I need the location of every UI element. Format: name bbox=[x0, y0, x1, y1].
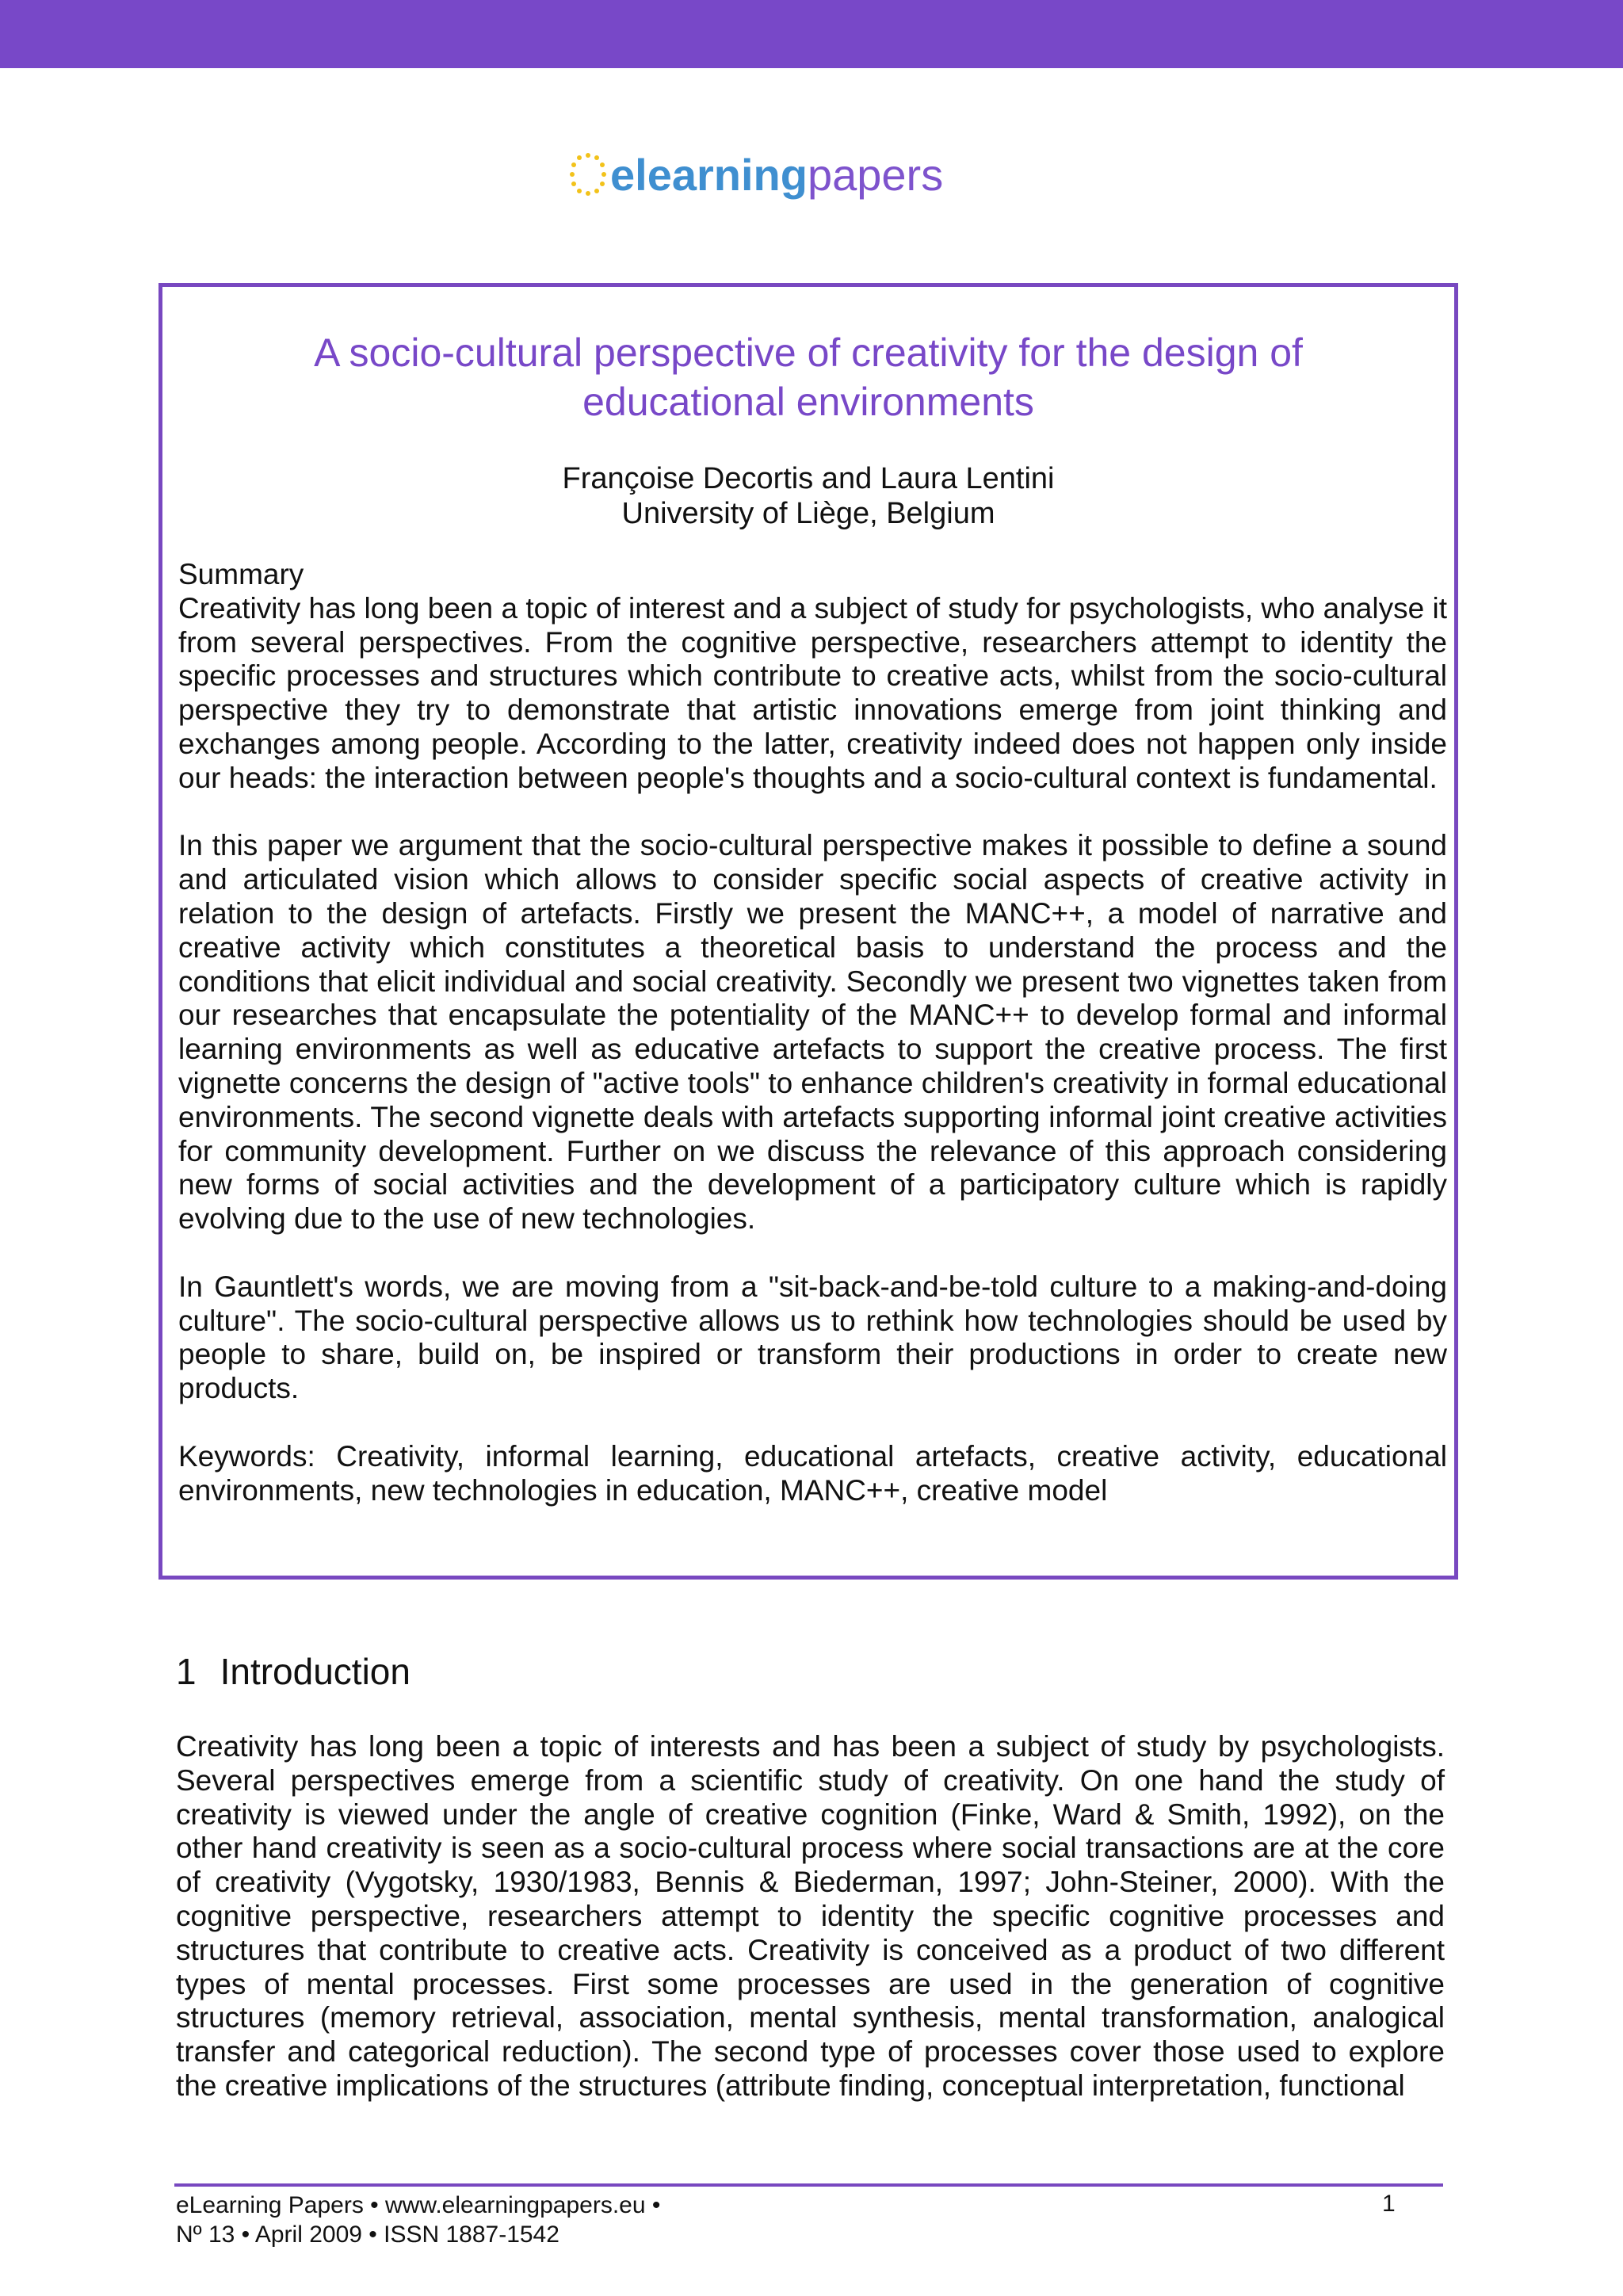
introduction-paragraph: Creativity has long been a topic of interests and has been a subject of study by psychologists. Several perspectives emerge from a scientific study of creativity. On one hand the study of creativity is viewed under the angle of creative cognition (Finke, Ward & Smith, 1992), on the other hand creativity is seen as a socio-cultural process where social transactions are at the core of creativity (Vygotsky, 1930/1983, Bennis & Biederman, 1997; John-Steiner, 2000). With the cognitive perspective, researchers attempt to identity the specific cognitive processes and structures that contribute to creative acts. Creativity is conceived as a product of two different types of mental processes. First some processes are used in the generation of cognitive structures (memory retrieval, association, mental synthesis, mental transformation, analogical transfer and categorical reduction). The second type of processes cover those used to explore the creative implications of the structures (attribute finding, conceptual interpretation, functional bbox=[176, 1730, 1445, 2102]
section-heading bbox=[176, 1650, 411, 1693]
page-number: 1 bbox=[1382, 2191, 1396, 2217]
logo-text-papers: papers bbox=[807, 149, 944, 200]
summary-box bbox=[158, 283, 1458, 1580]
summary-paragraph-2: In this paper we argument that the socio-cultural perspective makes it possible to define a sound and articulated vision which allows to consider specific social aspects of creative activity in relation to the design of artefacts. Firstly we present the MANC++, a model of narrative and creative activity which constitutes a theoretical basis to understand the process and the conditions that elicit individual and social creativity. Secondly we present two vignettes taken from our researches that encapsulate the potentiality of the MANC++ to develop formal and informal learning environments as well as educative artefacts to support the creative process. The first vignette concerns the design of "active tools" to enhance children's creativity in formal educational environments. The second vignette deals with artefacts supporting informal joint creative activities for community development. Further on we discuss the relevance of this approach considering new forms of social activities and the development of a participatory culture which is rapidly evolving due to the use of new technologies. bbox=[178, 829, 1447, 1236]
keywords-text: Creativity, informal learning, educational artefacts, creative activity, educational environments, new technologies in education, MANC++, creative model bbox=[178, 1439, 1447, 1507]
section-title: Introduction bbox=[220, 1651, 411, 1692]
author-block bbox=[162, 461, 1454, 531]
footer-divider bbox=[174, 2183, 1443, 2187]
authors: Françoise Decortis and Laura Lentini bbox=[562, 462, 1055, 495]
introduction-body bbox=[176, 1730, 1445, 2103]
paper-title-line1: A socio-cultural perspective of creativity for the design of bbox=[314, 330, 1303, 375]
keywords-label: Keywords: bbox=[178, 1439, 315, 1473]
summary-paragraph-3: In Gauntlett's words, we are moving from a "sit-back-and-be-told culture to a making-and-doing culture". The socio-cultural perspective allows us to rethink how technologies should be used by people to share, build on, be inspired or transform their productions in order to create new products. bbox=[178, 1270, 1447, 1405]
top-color-band bbox=[0, 0, 1623, 68]
footer-line-2: Nº 13 • April 2009 • ISSN 1887-1542 bbox=[176, 2222, 559, 2248]
keywords bbox=[178, 1440, 1447, 1508]
paper-title-line2: educational environments bbox=[582, 380, 1034, 424]
site-logo bbox=[567, 143, 943, 206]
summary-heading: Summary bbox=[178, 558, 304, 590]
summary-paragraph-1: Creativity has long been a topic of interest and a subject of study for psychologists, who analyse it from several perspectives. From the cognitive perspective, researchers attempt to identity the specific processes and structures which contribute to creative acts, whilst from the socio-cultural perspective they try to demonstrate that artistic innovations emerge from joint thinking and exchanges among people. According to the latter, creativity indeed does not happen only inside our heads: the interaction between people's thoughts and a socio-cultural context is fundamental. bbox=[178, 591, 1447, 794]
footer bbox=[176, 2191, 660, 2249]
logo-text-elearning: elearning bbox=[610, 149, 808, 200]
affiliation: University of Liège, Belgium bbox=[621, 497, 995, 530]
section-number: 1 bbox=[176, 1651, 197, 1692]
footer-line-1: eLearning Papers • www.elearningpapers.eu • bbox=[176, 2192, 661, 2218]
summary-body bbox=[178, 558, 1447, 1541]
eu-stars-icon bbox=[567, 149, 609, 200]
paper-title bbox=[162, 328, 1454, 426]
